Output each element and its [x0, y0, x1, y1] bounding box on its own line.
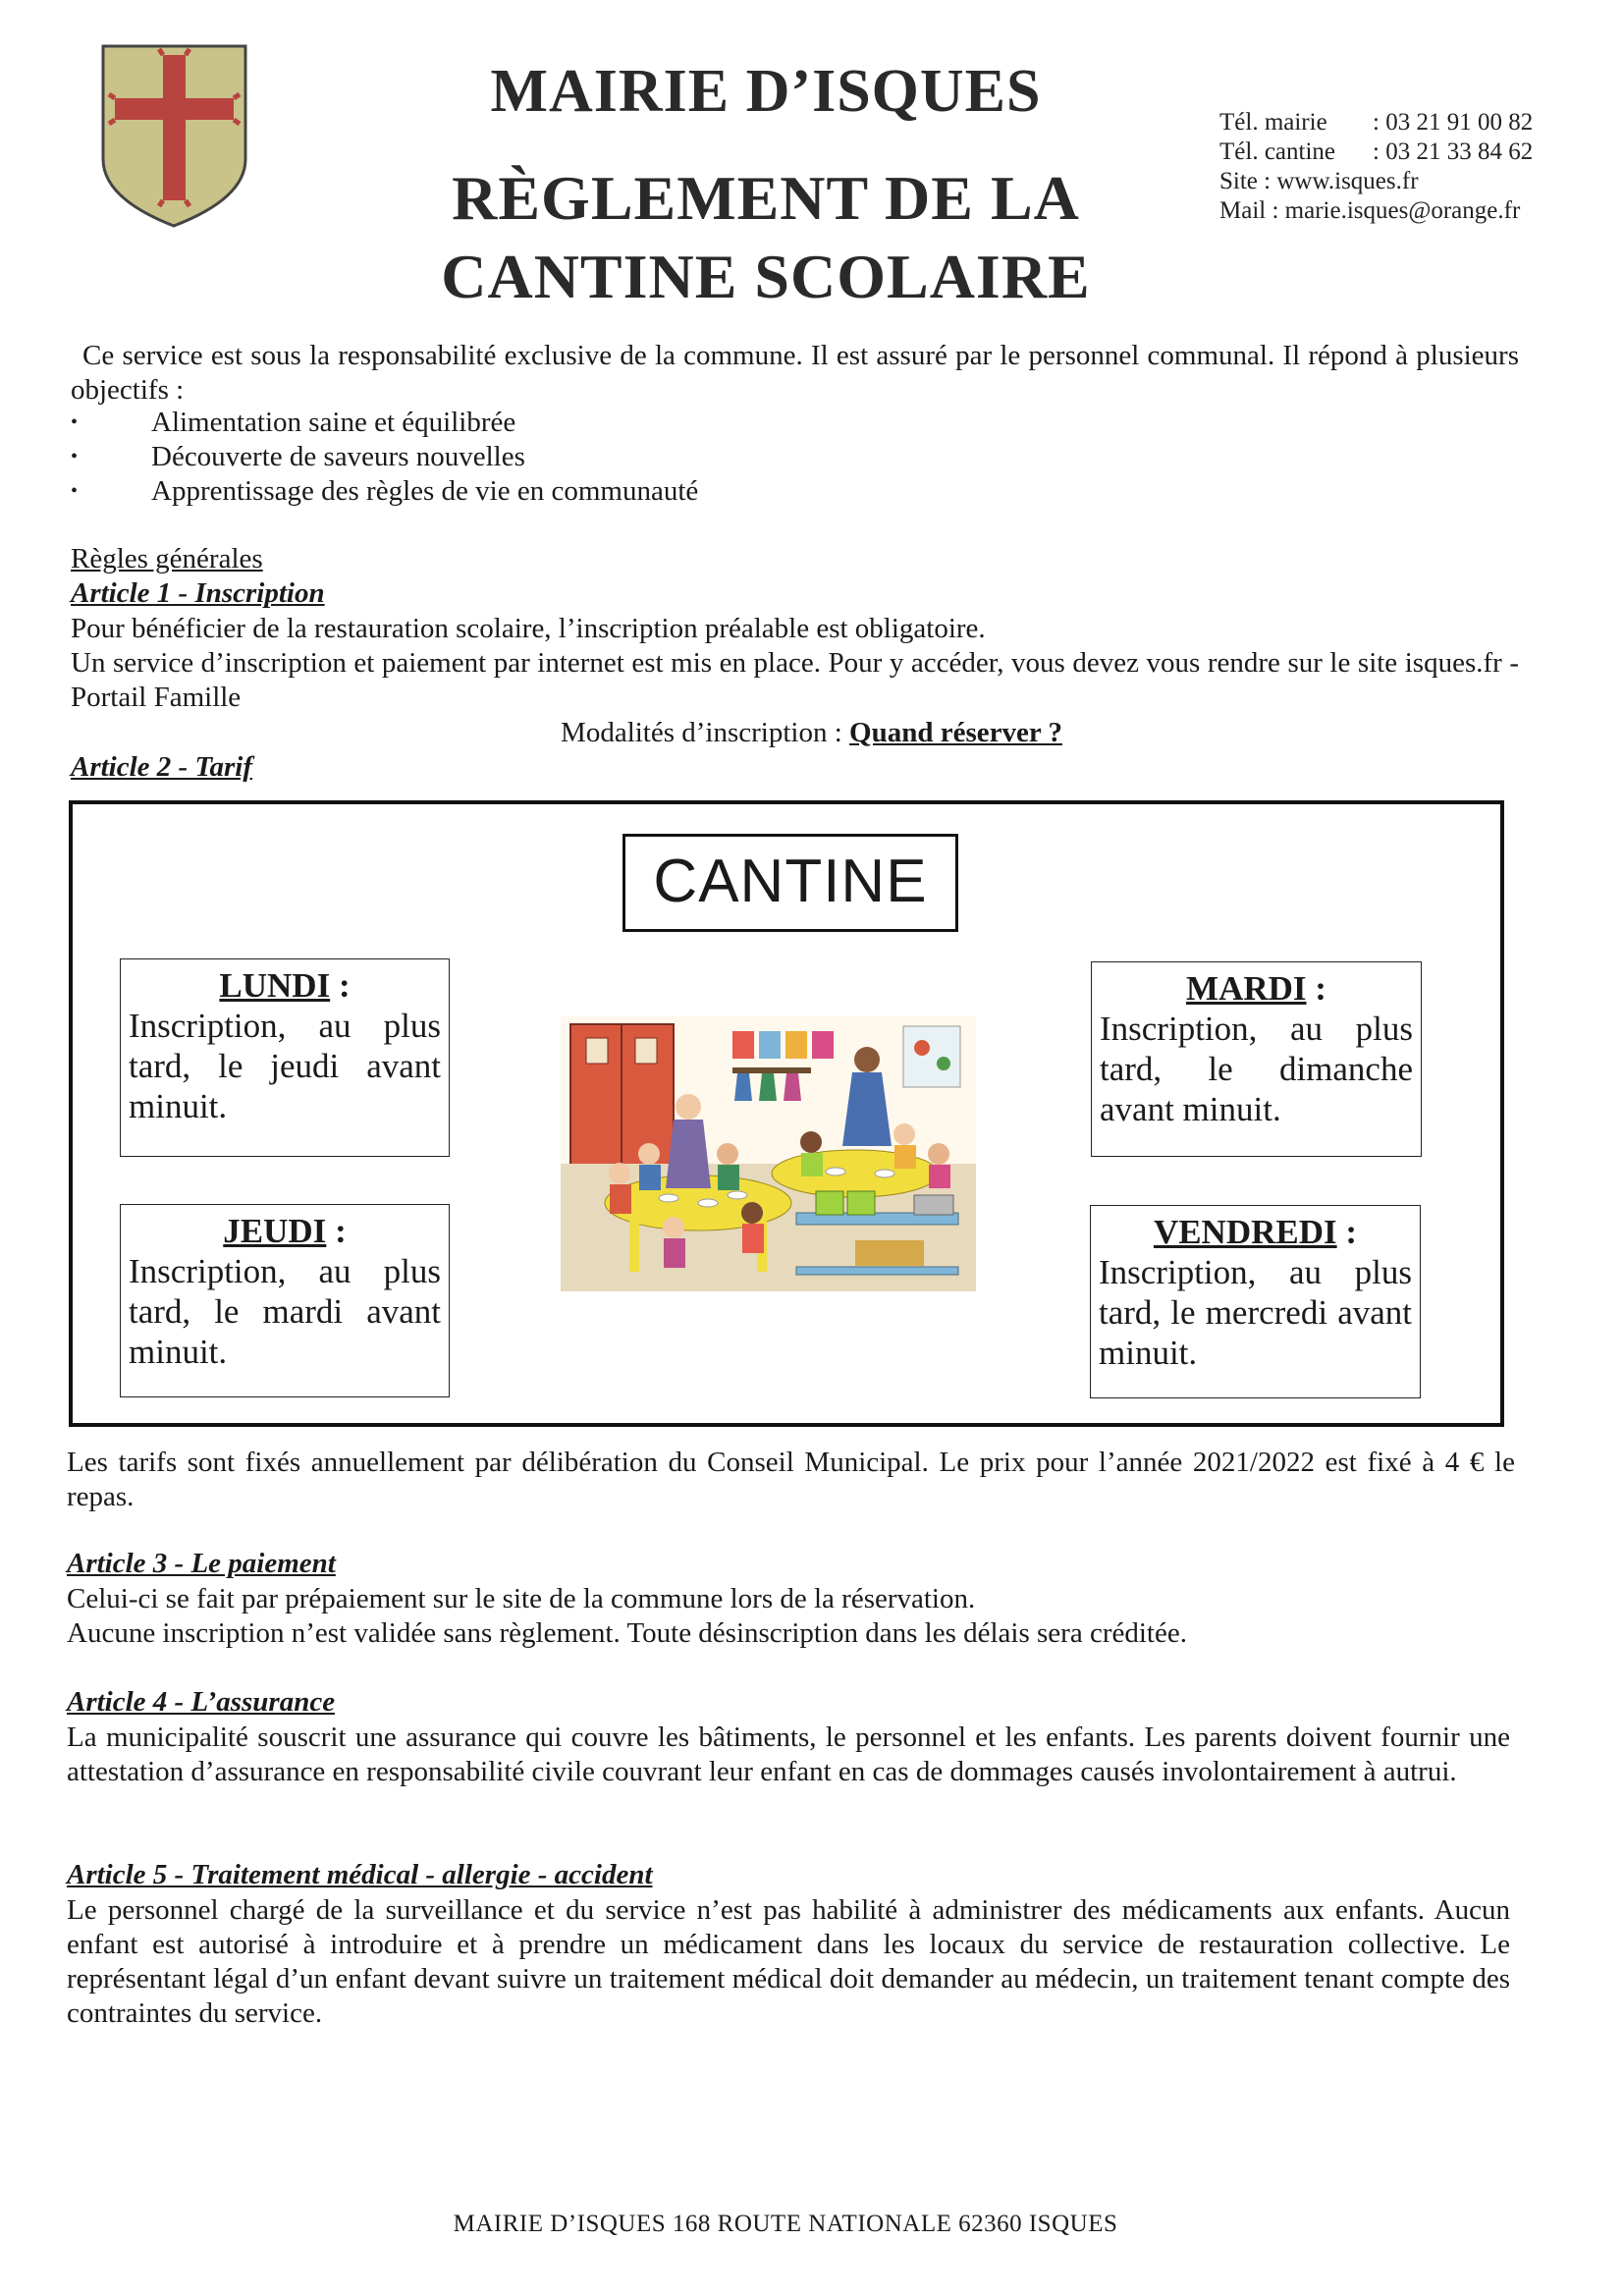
- canteen-illustration: [561, 1016, 976, 1291]
- list-item: • Apprentissage des règles de vie en communauté: [71, 474, 698, 509]
- contact-phone-mairie: Tél. mairie : 03 21 91 00 82: [1219, 109, 1534, 136]
- objectives-list: [71, 406, 698, 509]
- tarif-paragraph: Les tarifs sont fixés annuellement par délibération du Conseil Municipal. Le prix pour l’année 2021/2022 est fixé à 4 € le repas.: [67, 1447, 1515, 1512]
- article-1-line1: Pour bénéficier de la restauration scolaire, l’inscription préalable est obligatoire.: [71, 613, 986, 644]
- contact-block: [1219, 108, 1533, 226]
- general-rules-heading: Règles générales: [71, 543, 263, 574]
- article-5-body: Le personnel chargé de la surveillance et du service n’est pas habilité à administrer des médicaments aux enfants. Aucun enfant est autorisé à introduire et à prendre un médicament dans les locaux du service de restauration collective. Le représentant légal d’un enfant devant suivre un traitement médical doit demander au médecin, un traitement tenant compte des contraintes du service.: [67, 1894, 1510, 2029]
- article-1-line2: Un service d’inscription et paiement par internet est mis en place. Pour y accéder, vous devez vous rendre sur le site isques.fr - Portail Famille: [71, 647, 1519, 713]
- day-box-jeudi: JEUDI : Inscription, au plus tard, le mardi avant minuit.: [120, 1204, 450, 1397]
- intro-paragraph: Ce service est sous la responsabilité exclusive de la commune. Il est assuré par le personnel communal. Il répond à plusieurs objectifs :: [71, 340, 1519, 406]
- article-3-line2: Aucune inscription n’est validée sans règlement. Toute désinscription dans les délais sera créditée.: [67, 1617, 1187, 1649]
- contact-phone-cantine: Tél. cantine : 03 21 33 84 62: [1219, 138, 1534, 165]
- article-1-heading: Article 1 - Inscription: [71, 577, 325, 609]
- list-item: • Découverte de saveurs nouvelles: [71, 440, 698, 474]
- article-4-heading: Article 4 - L’assurance: [67, 1686, 336, 1718]
- footer-address: MAIRIE D’ISQUES 168 ROUTE NATIONALE 62360 ISQUES: [453, 2211, 1118, 2237]
- article-3-line1: Celui-ci se fait par prépaiement sur le site de la commune lors de la réservation.: [67, 1583, 976, 1614]
- contact-site: Site : www.isques.fr: [1219, 168, 1419, 194]
- day-box-lundi: LUNDI : Inscription, au plus tard, le jeudi avant minuit.: [120, 958, 450, 1157]
- contact-mail: Mail : marie.isques@orange.fr: [1219, 197, 1521, 224]
- day-box-mardi: MARDI : Inscription, au plus tard, le dimanche avant minuit.: [1091, 961, 1422, 1157]
- cantine-title: CANTINE: [622, 834, 958, 932]
- article-3-heading: Article 3 - Le paiement: [67, 1548, 336, 1579]
- article-4-body: La municipalité souscrit une assurance qui couvre les bâtiments, le personnel et les enfants. Les parents doivent fournir une attestation d’assurance en responsabilité civile couvrant leur enfant en cas de dommages causés involontairement à autrui.: [67, 1722, 1510, 1787]
- day-box-vendredi: VENDREDI : Inscription, au plus tard, le mercredi avant minuit.: [1090, 1205, 1421, 1398]
- list-item: • Alimentation saine et équilibrée: [71, 406, 698, 440]
- title-mairie: MAIRIE D’ISQUES: [490, 58, 1042, 125]
- title-cantine-scolaire: CANTINE SCOLAIRE: [441, 242, 1091, 311]
- title-reglement: RÈGLEMENT DE LA: [452, 163, 1080, 233]
- article-5-heading: Article 5 - Traitement médical - allergie - accident: [67, 1859, 653, 1890]
- modalites-line: Modalités d’inscription : Quand réserver ?: [561, 717, 1062, 748]
- article-2-heading: Article 2 - Tarif: [71, 751, 253, 783]
- quand-reserver-link[interactable]: Quand réserver ?: [849, 717, 1062, 748]
